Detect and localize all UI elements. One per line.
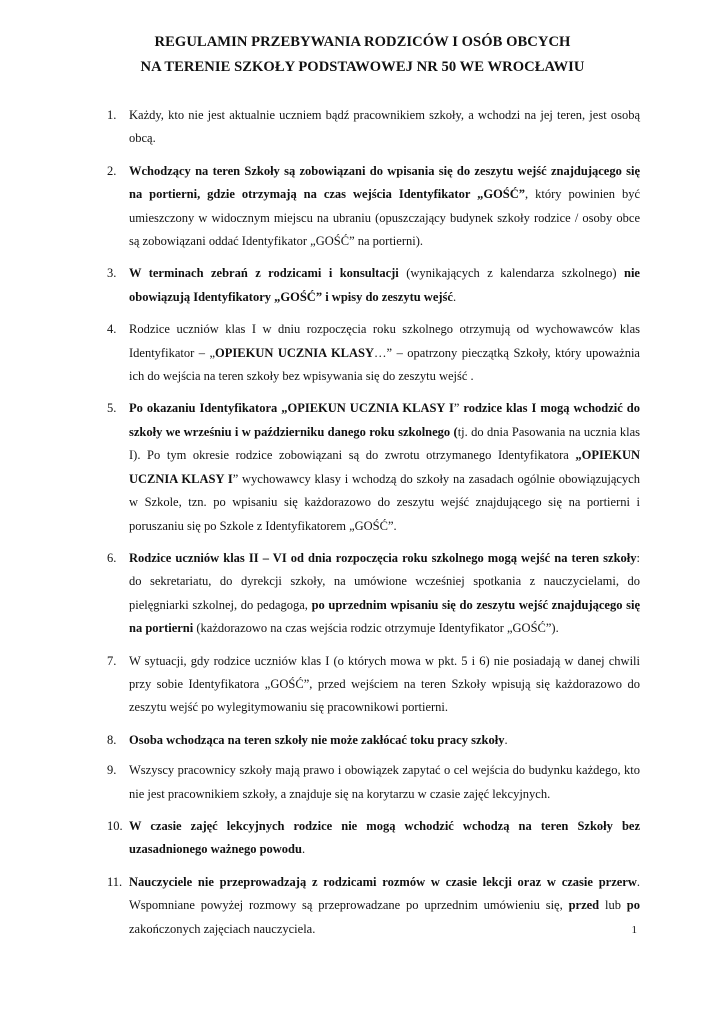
rule-number: 11. bbox=[107, 874, 123, 889]
rule-item-2 bbox=[107, 160, 640, 254]
rule-text: . Wspomniane powyżej rozmowy są przeprowadzane po uprzednim umówieniu się, bbox=[129, 874, 640, 913]
rule-number: 4. bbox=[107, 322, 117, 337]
rule-text: ” wychowawcy klasy i wchodzą do szkoły na zasadach ogólnie obowiązujących w Szkole, tzn. po wpisaniu się każdorazowo do zeszytu wejść znajdującego się na portierni i poruszaniu się po Szkole z Identyfikatorem „GOŚĆ”. bbox=[129, 471, 640, 533]
rule-item-4 bbox=[107, 318, 640, 388]
rule-item-5 bbox=[107, 397, 640, 537]
rule-text: . bbox=[301, 842, 306, 857]
rule-item-6 bbox=[107, 547, 640, 641]
rule-item-8 bbox=[107, 729, 640, 752]
rule-text-bold: rodzice klas I mogą wchodzić do szkoły we wrześniu i w październiku danego roku szkolnego ( bbox=[129, 401, 640, 439]
rule-text: W sytuacji, gdy rodzice uczniów klas I (o których mowa w pkt. 5 i 6) nie posiadają w danej chwili przy sobie Identyfikatora „GOŚĆ”, przed wejściem na teren Szkoły wpisują się każdorazowo do zeszytu wejść po wylegitymowaniu się pracownikowi portierni. bbox=[129, 653, 640, 715]
rule-text: Każdy, kto nie jest aktualnie uczniem bądź pracownikiem szkoły, a wchodzi na jej teren, jest osobą obcą. bbox=[129, 108, 640, 146]
rule-text: . bbox=[504, 732, 508, 747]
rule-text-bold: Nauczyciele nie przeprowadzają z rodzicami rozmów w czasie lekcji oraz w czasie przerw bbox=[129, 874, 637, 889]
rule-number: 9. bbox=[107, 763, 117, 778]
rule-text: ” bbox=[453, 401, 464, 416]
rule-text: , który powinien być umieszczony w widocznym miejscu na ubraniu (opuszczający budynek szkoły rodzice / osoby obce są zobowiązani oddać Identyfikator „GOŚĆ” na portierni). bbox=[129, 187, 640, 249]
rule-number: 6. bbox=[107, 550, 117, 565]
rule-item-3 bbox=[107, 262, 640, 309]
rule-text: tj. do dnia Pasowania na ucznia klas I). Po tym okresie rodzice zobowiązani są do zwrotu otrzymanego Identyfikatora bbox=[129, 424, 641, 463]
rule-text: . bbox=[452, 289, 457, 304]
page-number: 1 bbox=[631, 924, 637, 936]
rule-text-bold: W terminach zebrań z rodzicami i konsultacji bbox=[129, 266, 399, 281]
rule-text: Rodzice uczniów klas I w dniu rozpoczęcia roku szkolnego otrzymują od wychowawców klas Identyfikator – „ bbox=[129, 322, 640, 360]
rule-text: (wynikających z kalendarza szkolnego) bbox=[398, 266, 624, 281]
rule-item-9 bbox=[107, 759, 640, 806]
rule-text-bold: W czasie zajęć lekcyjnych rodzice nie mogą wchodzić wchodzą na teren Szkoły bez uzasadnionego ważnego powodu bbox=[129, 818, 640, 857]
rule-number: 8. bbox=[107, 732, 117, 747]
rule-text-bold: „OPIEKUN UCZNIA KLASY I bbox=[129, 448, 640, 486]
rule-text-bold: po uprzednim wpisaniu się do zeszytu wejść znajdującego się na portierni bbox=[129, 597, 640, 636]
rule-number: 7. bbox=[107, 653, 117, 668]
rule-text-bold: Osoba wchodząca na teren szkoły nie może zakłócać toku pracy szkoły bbox=[129, 732, 505, 747]
rule-text-bold: Rodzice uczniów klas II – VI od dnia rozpoczęcia roku szkolnego mogą wejść na teren szkoły bbox=[129, 550, 637, 565]
rule-text: lub bbox=[599, 898, 627, 913]
document-title-line-2: NA TERENIE SZKOŁY PODSTAWOWEJ NR 50 WE WROCŁAWIU bbox=[140, 59, 585, 75]
rule-text: …” – opatrzony pieczątką Szkoły, który upoważnia ich do wejścia na teren szkoły bez wpisywania się do zeszytu wejść . bbox=[129, 345, 640, 384]
document-title-line-1: REGULAMIN PRZEBYWANIA RODZICÓW I OSÓB OBCYCH bbox=[154, 34, 571, 50]
rule-text: Wszyscy pracownicy szkoły mają prawo i obowiązek zapytać o cel wejścia do budynku każdego, kto nie jest pracownikiem szkoły, a znajduje się na korytarzu w czasie zajęć lekcyjnych. bbox=[129, 763, 640, 801]
rule-text-bold: przed bbox=[568, 898, 600, 913]
rule-item-7 bbox=[107, 650, 640, 720]
rule-item-1 bbox=[107, 104, 640, 151]
rule-number: 3. bbox=[107, 266, 117, 281]
rule-text-bold: nie obowiązują Identyfikatory „GOŚĆ” i wpisy do zeszytu wejść bbox=[129, 266, 640, 304]
rule-item-10 bbox=[107, 815, 640, 862]
rule-number: 2. bbox=[107, 163, 117, 178]
rule-number: 1. bbox=[107, 108, 117, 122]
rule-number: 10. bbox=[107, 818, 123, 833]
rule-text-bold: Po okazaniu Identyfikatora „OPIEKUN UCZNIA KLASY I bbox=[129, 401, 454, 416]
rules-list bbox=[107, 104, 640, 941]
rule-text-bold: Wchodzący na teren Szkoły są zobowiązani do wpisania się do zeszytu wejść znajdującego się na portierni, gdzie otrzymają na czas wejścia Identyfikator „GOŚĆ” bbox=[129, 163, 640, 202]
rule-text: (każdorazowo na czas wejścia rodzic otrzymuje Identyfikator „GOŚĆ”). bbox=[193, 621, 559, 636]
rule-item-11 bbox=[107, 871, 640, 941]
rule-text: : do sekretariatu, do dyrekcji szkoły, na umówione wcześniej spotkania z nauczycielami, do pielęgniarki szkolnej, do pedagoga, bbox=[129, 550, 640, 612]
rule-number: 5. bbox=[107, 401, 117, 416]
rule-text-bold: OPIEKUN UCZNIA KLASY bbox=[215, 345, 375, 360]
rule-text-bold: po bbox=[626, 898, 640, 913]
rule-text: zakończonych zajęciach nauczyciela. bbox=[129, 921, 316, 936]
